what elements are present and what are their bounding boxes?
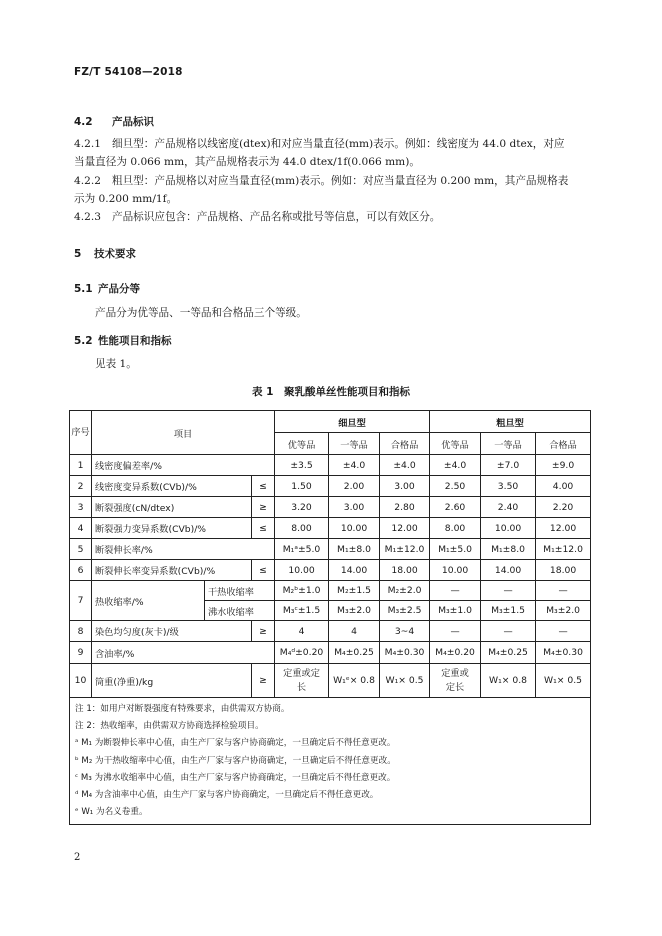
row-item: 含油率/%: [92, 642, 275, 664]
cell-value: 8.00: [275, 518, 329, 539]
row-seq: 4: [70, 518, 92, 539]
cell-value: 2.50: [430, 476, 481, 497]
row-item: 线密度偏差率/%: [92, 455, 275, 476]
cell-value: M₂±2.0: [380, 581, 430, 601]
row-item: 断裂伸长率/%: [92, 539, 275, 560]
cell-value: M₁±12.0: [536, 539, 591, 560]
cell-value: M₃±1.5: [481, 601, 536, 621]
row-item: 断裂强度(cN/dtex): [92, 497, 252, 518]
cell-value: ±7.0: [481, 455, 536, 476]
clause-number: 4.2.2: [74, 175, 101, 187]
table-row: [70, 581, 591, 601]
cell-value: ±3.5: [275, 455, 329, 476]
section-5-heading: [74, 246, 136, 261]
cell-value: M₁±5.0: [430, 539, 481, 560]
table-caption: 表 1 聚乳酸单丝性能项目和指标: [252, 386, 410, 398]
clause-text-line: 粗旦型：产品规格以对应当量直径(mm)表示。例如：对应当量直径为 0.200 mm，其产品规格表: [112, 175, 569, 187]
row-seq: 9: [70, 642, 92, 664]
cell-value: 定重或定长: [275, 664, 329, 698]
cell-value: 2.80: [380, 497, 430, 518]
grade-header: 合格品: [536, 433, 591, 455]
cell-value: 3.00: [329, 497, 380, 518]
header-seq: 序号: [70, 411, 92, 455]
table-notes: [70, 698, 591, 825]
footnote-line: ᵉ W₁ 为名义卷重。: [75, 807, 148, 818]
cell-value: 10.00: [329, 518, 380, 539]
cell-value: M₂ᵇ±1.0: [275, 581, 329, 601]
cell-value: M₄±0.20: [430, 642, 481, 664]
section-title: 技术要求: [94, 248, 136, 260]
cell-value: 1.50: [275, 476, 329, 497]
footnote-line: ᶜ M₃ 为沸水收缩率中心值，由生产厂家与客户协商确定，一旦确定后不得任意更改。: [75, 772, 396, 783]
paragraph-4-2-3: [74, 208, 594, 226]
cell-value: —: [481, 621, 536, 642]
page-number: 2: [74, 852, 81, 863]
row-symbol: ≥: [252, 497, 275, 518]
cell-value: 18.00: [380, 560, 430, 581]
table-row: [70, 497, 591, 518]
cell-value: ±4.0: [380, 455, 430, 476]
cell-value: M₃ᶜ±1.5: [275, 601, 329, 621]
section-title: 性能项目和指标: [98, 335, 172, 347]
cell-value: 2.20: [536, 497, 591, 518]
row-seq: 10: [70, 664, 92, 698]
grade-header: 合格品: [380, 433, 430, 455]
clause-number: 4.2.3: [74, 211, 101, 223]
cell-value: 4: [275, 621, 329, 642]
clause-text-line: 产品标识应包含：产品规格、产品名称或批号等信息，可以有效区分。: [112, 211, 441, 223]
cell-value: 3.00: [380, 476, 430, 497]
section-title: 产品标识: [112, 116, 154, 128]
cell-value: 10.00: [275, 560, 329, 581]
cell-value: M₄±0.25: [481, 642, 536, 664]
row-subitem: 沸水收缩率: [205, 601, 275, 621]
row-seq: 6: [70, 560, 92, 581]
cell-value: M₃±2.0: [536, 601, 591, 621]
cell-value: W₁× 0.5: [380, 664, 430, 698]
row-item: 线密度变异系数(CVb)/%: [92, 476, 252, 497]
clause-text-line: 当量直径为 0.066 mm，其产品规格表示为 44.0 dtex/1f(0.066 mm)。: [74, 156, 420, 168]
note-line: 注 1：如用户对断裂强度有特殊要求，由供需双方协商。: [75, 704, 290, 714]
section-number: 4.2: [74, 116, 93, 128]
row-symbol: ≤: [252, 560, 275, 581]
cell-value: —: [536, 581, 591, 601]
cell-value: 4: [329, 621, 380, 642]
cell-value: M₁±12.0: [380, 539, 430, 560]
cell-value: W₁× 0.5: [536, 664, 591, 698]
cell-value: W₁× 0.8: [481, 664, 536, 698]
row-seq: 8: [70, 621, 92, 642]
cell-value: ±4.0: [430, 455, 481, 476]
footnote-line: ᵃ M₁ 为断裂伸长率中心值，由生产厂家与客户协商确定，一旦确定后不得任意更改。: [75, 738, 396, 749]
cell-value: M₄ᵈ±0.20: [275, 642, 329, 664]
section-5-2-heading: [74, 333, 172, 348]
section-5-1-heading: [74, 281, 140, 296]
grade-header: 一等品: [481, 433, 536, 455]
footnote-line: ᵇ M₂ 为干热收缩率中心值，由生产厂家与客户协商确定，一旦确定后不得任意更改。: [75, 755, 396, 766]
table-row: [70, 664, 591, 698]
clause-text-line: 细旦型：产品规格以线密度(dtex)和对应当量直径(mm)表示。例如：线密度为 44.0 dtex，对应: [112, 138, 565, 150]
cell-value: 3~4: [380, 621, 430, 642]
cell-value: 12.00: [536, 518, 591, 539]
cell-value: 10.00: [481, 518, 536, 539]
cell-value: ±4.0: [329, 455, 380, 476]
clause-number: 4.2.1: [74, 138, 101, 150]
cell-value: M₄±0.30: [380, 642, 430, 664]
paragraph-4-2-2: [74, 172, 594, 208]
cell-value: ±9.0: [536, 455, 591, 476]
cell-value: 14.00: [329, 560, 380, 581]
cell-value: M₃±2.0: [329, 601, 380, 621]
cell-value: M₃±2.5: [380, 601, 430, 621]
row-item: 断裂强力变异系数(CVb)/%: [92, 518, 252, 539]
cell-value: —: [536, 621, 591, 642]
cell-value: W₁ᵉ× 0.8: [329, 664, 380, 698]
table-row: [70, 455, 591, 476]
grade-header: 优等品: [275, 433, 329, 455]
cell-value: 12.00: [380, 518, 430, 539]
cell-value: M₃±1.0: [430, 601, 481, 621]
row-item: 断裂伸长率变异系数(CVb)/%: [92, 560, 252, 581]
cell-value: 2.60: [430, 497, 481, 518]
paragraph-5-1: 产品分为优等品、一等品和合格品三个等级。: [95, 307, 307, 319]
cell-value: 3.20: [275, 497, 329, 518]
cell-value: 10.00: [430, 560, 481, 581]
row-symbol: ≥: [252, 621, 275, 642]
cell-value: 2.00: [329, 476, 380, 497]
row-seq: 7: [70, 581, 92, 621]
row-item: 筒重(净重)/kg: [92, 664, 252, 698]
header-coarse: 粗旦型: [430, 411, 591, 433]
table-notes-row: [70, 698, 591, 825]
cell-value: M₄±0.30: [536, 642, 591, 664]
cell-value: M₁±8.0: [481, 539, 536, 560]
table-row: [70, 518, 591, 539]
table-row: [70, 539, 591, 560]
section-4-2-heading: [74, 114, 154, 129]
footnote-line: ᵈ M₄ 为含油率中心值，由生产厂家与客户协商确定，一旦确定后不得任意更改。: [75, 790, 379, 801]
cell-value: M₂±1.5: [329, 581, 380, 601]
section-number: 5.1: [74, 283, 93, 295]
cell-value: M₁±8.0: [329, 539, 380, 560]
row-subitem: 干热收缩率: [205, 581, 275, 601]
spec-table: [69, 410, 591, 825]
cell-value: 3.50: [481, 476, 536, 497]
table-row: [70, 621, 591, 642]
section-number: 5.2: [74, 335, 93, 347]
row-seq: 2: [70, 476, 92, 497]
cell-value: —: [430, 581, 481, 601]
standard-code: FZ/T 54108—2018: [74, 66, 183, 78]
cell-value: 2.40: [481, 497, 536, 518]
note-line: 注 2：热收缩率，由供需双方协商选择检验项目。: [75, 721, 264, 732]
grade-header: 优等品: [430, 433, 481, 455]
table-row: [70, 642, 591, 664]
cell-value: 8.00: [430, 518, 481, 539]
cell-value: M₁ᵃ±5.0: [275, 539, 329, 560]
row-symbol: ≤: [252, 518, 275, 539]
paragraph-4-2-1: [74, 135, 594, 171]
cell-value: 定重或定长: [430, 664, 481, 698]
row-symbol: ≥: [252, 664, 275, 698]
row-item: 热收缩率/%: [92, 581, 205, 621]
cell-value: M₄±0.25: [329, 642, 380, 664]
cell-value: 14.00: [481, 560, 536, 581]
grade-header: 一等品: [329, 433, 380, 455]
cell-value: —: [481, 581, 536, 601]
header-item: 项目: [92, 411, 275, 455]
row-seq: 1: [70, 455, 92, 476]
section-number: 5: [74, 248, 82, 260]
row-seq: 3: [70, 497, 92, 518]
clause-text-line: 示为 0.200 mm/1f。: [74, 193, 178, 205]
row-symbol: ≤: [252, 476, 275, 497]
table-row: [70, 560, 591, 581]
cell-value: 18.00: [536, 560, 591, 581]
section-title: 产品分等: [98, 283, 140, 295]
header-fine: 细旦型: [275, 411, 430, 433]
cell-value: 4.00: [536, 476, 591, 497]
row-item: 染色均匀度(灰卡)/级: [92, 621, 252, 642]
row-seq: 5: [70, 539, 92, 560]
cell-value: —: [430, 621, 481, 642]
table-row: [70, 476, 591, 497]
paragraph-5-2: 见表 1。: [95, 358, 137, 370]
